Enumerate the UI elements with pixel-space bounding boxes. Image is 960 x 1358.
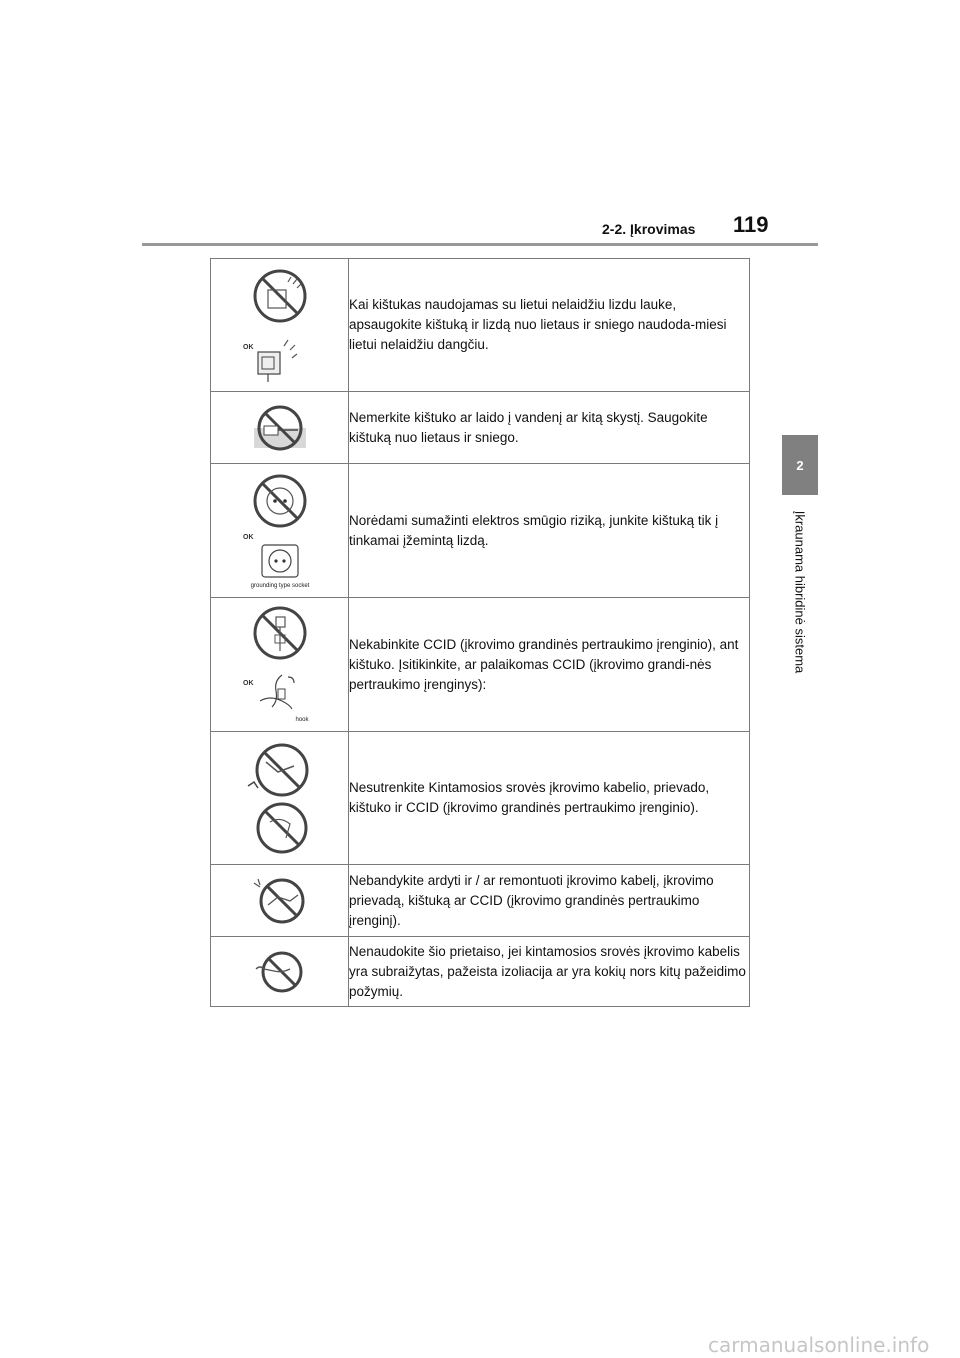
table-row xyxy=(211,598,750,732)
warning-text: Norėdami sumažinti elektros smūgio riziką, junkite kištuką tik į tinkamai įžemintą lizdą. xyxy=(349,464,750,598)
socket-cover-icon xyxy=(258,340,297,382)
ccid-hook-illustration xyxy=(240,605,320,725)
header-divider xyxy=(142,243,818,246)
table-row xyxy=(211,259,750,392)
illustration-cell xyxy=(211,598,349,732)
chapter-tab-number: 2 xyxy=(782,435,818,495)
warning-text: Nesutrenkite Kintamosios srovės įkrovimo kabelio, prievado, kištuko ir CCID (įkrovimo grandinės pertraukimo įrenginio). xyxy=(349,732,750,865)
grounded-socket-icon xyxy=(262,545,298,577)
illustration-cell xyxy=(211,865,349,937)
warning-text: Nebandykite ardyti ir / ar remontuoti įkrovimo kabelį, įkrovimo prievadą, kištuką ar CCID (įkrovimo grandinės pertraukimo įrenginį). xyxy=(349,865,750,937)
grounding-socket-illustration xyxy=(240,471,320,591)
ok-label: OK xyxy=(242,679,253,687)
prohibition-icon xyxy=(258,804,306,852)
warning-text: Nenaudokite šio prietaiso, jei kintamosios srovės įkrovimo kabelis yra subraižytas, pažeista izoliacija ar yra kokių nors kitų pažeidimo požymių. xyxy=(349,937,750,1007)
rain-cover-illustration xyxy=(240,266,320,384)
illustration-cell xyxy=(211,732,349,865)
chapter-tab-title: Įkraunama hibridinė sistema xyxy=(792,510,808,674)
no-impact-illustration xyxy=(240,738,320,858)
table-row xyxy=(211,392,750,464)
warning-text: Nekabinkite CCID (įkrovimo grandinės pertraukimo įrenginio), ant kištuko. Įsitikinkite, ar palaikomas CCID (įkrovimo grandi-nės pertraukimo įrenginys): xyxy=(349,598,750,732)
watermark-logo: carmanualsonline.info xyxy=(708,1333,930,1357)
ok-label: OK xyxy=(242,533,253,541)
prohibition-icon xyxy=(255,271,305,321)
socket-caption: grounding type socket xyxy=(250,582,309,589)
prohibition-icon xyxy=(255,608,305,658)
prohibition-icon xyxy=(255,476,305,526)
illustration-cell xyxy=(211,464,349,598)
no-damaged-cable-icon xyxy=(250,949,310,995)
warning-table xyxy=(210,258,750,1007)
table-row xyxy=(211,464,750,598)
prohibition-icon xyxy=(248,745,307,795)
section-title: 2-2. Įkrovimas xyxy=(602,221,696,237)
hook-icon xyxy=(260,675,294,709)
no-disassembly-icon xyxy=(250,875,310,927)
illustration-cell xyxy=(211,259,349,392)
table-row xyxy=(211,937,750,1007)
illustration-cell xyxy=(211,392,349,464)
no-water-icon xyxy=(250,404,310,452)
page-number: 119 xyxy=(733,212,769,237)
illustration-cell xyxy=(211,937,349,1007)
hook-caption: hook xyxy=(294,716,309,723)
warning-text: Nemerkite kištuko ar laido į vandenį ar kitą skystį. Saugokite kištuką nuo lietaus ir sniego. xyxy=(349,392,750,464)
ok-label: OK xyxy=(242,344,253,351)
table-row xyxy=(211,865,750,937)
table-row xyxy=(211,732,750,865)
warning-text: Kai kištukas naudojamas su lietui nelaidžiu lizdu lauke, apsaugokite kištuką ir lizdą nuo lietaus ir sniego naudoda-miesi lietui nelaidžiu dangčiu. xyxy=(349,259,750,392)
